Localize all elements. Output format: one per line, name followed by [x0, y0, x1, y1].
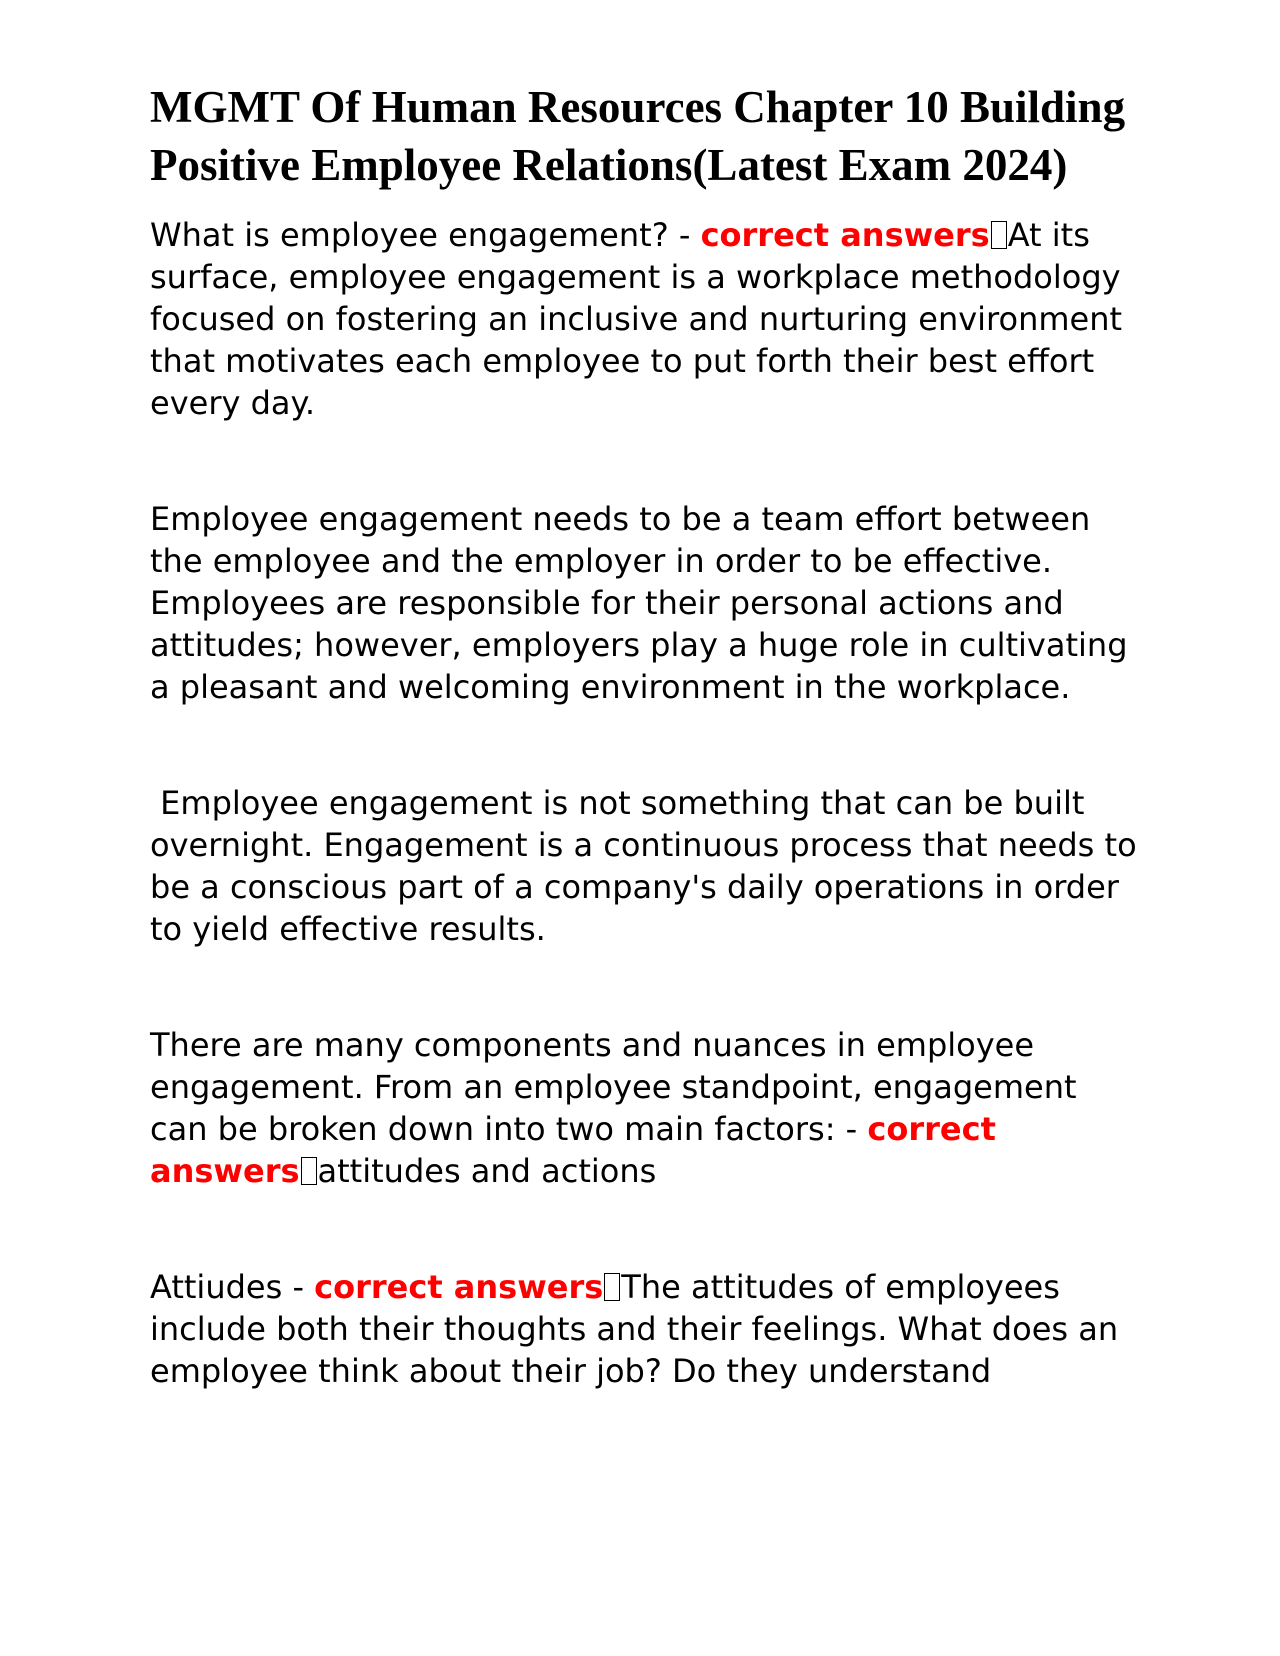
missing-glyph-icon [991, 221, 1007, 249]
document-title: MGMT Of Human Resources Chapter 10 Building Positive Employee Relations(Latest Exam 2024) [150, 82, 1126, 190]
answer-text: The attitudes of employees include both their thoughts and their feelings. What does an employee think about their job? Do they understand [150, 1268, 1119, 1390]
correct-answers-label: correct answers [314, 1268, 604, 1306]
paragraph-continuous-process [150, 782, 1140, 950]
paragraph-text: Employee engagement needs to be a team effort between the employee and the employer in order to be effective. Employees are responsible for their personal actions and attitudes; however, employers play a huge role in cultivating a pleasant and welcoming environment in the workplace. [150, 500, 1128, 706]
paragraph-attitudes [150, 1266, 1140, 1392]
question-text: What is employee engagement? - [150, 216, 701, 254]
paragraph-employee-engagement-definition [150, 214, 1140, 424]
correct-answers-label: correct answers [150, 1110, 996, 1190]
answer-text: attitudes and actions [317, 1152, 657, 1190]
paragraph-team-effort [150, 498, 1140, 708]
answer-text: At its surface, employee engagement is a workplace methodology focused on fostering an inclusive and nurturing environment that motivates each employee to put forth their best effort every day. [150, 216, 1123, 422]
missing-glyph-icon [301, 1157, 317, 1185]
paragraph-text: Employee engagement is not something that can be built overnight. Engagement is a continuous process that needs to be a conscious part of a company's daily operations in order to yield effective results. [150, 784, 1137, 948]
correct-answers-label: correct answers [700, 216, 990, 254]
question-text: Attiudes - [150, 1268, 315, 1306]
missing-glyph-icon [604, 1273, 620, 1301]
paragraph-components-nuances [150, 1024, 1140, 1192]
question-text: There are many components and nuances in employee engagement. From an employee standpoint, engagement can be broken down into two main factors: - [150, 1026, 1077, 1148]
document-page [150, 78, 1140, 1466]
